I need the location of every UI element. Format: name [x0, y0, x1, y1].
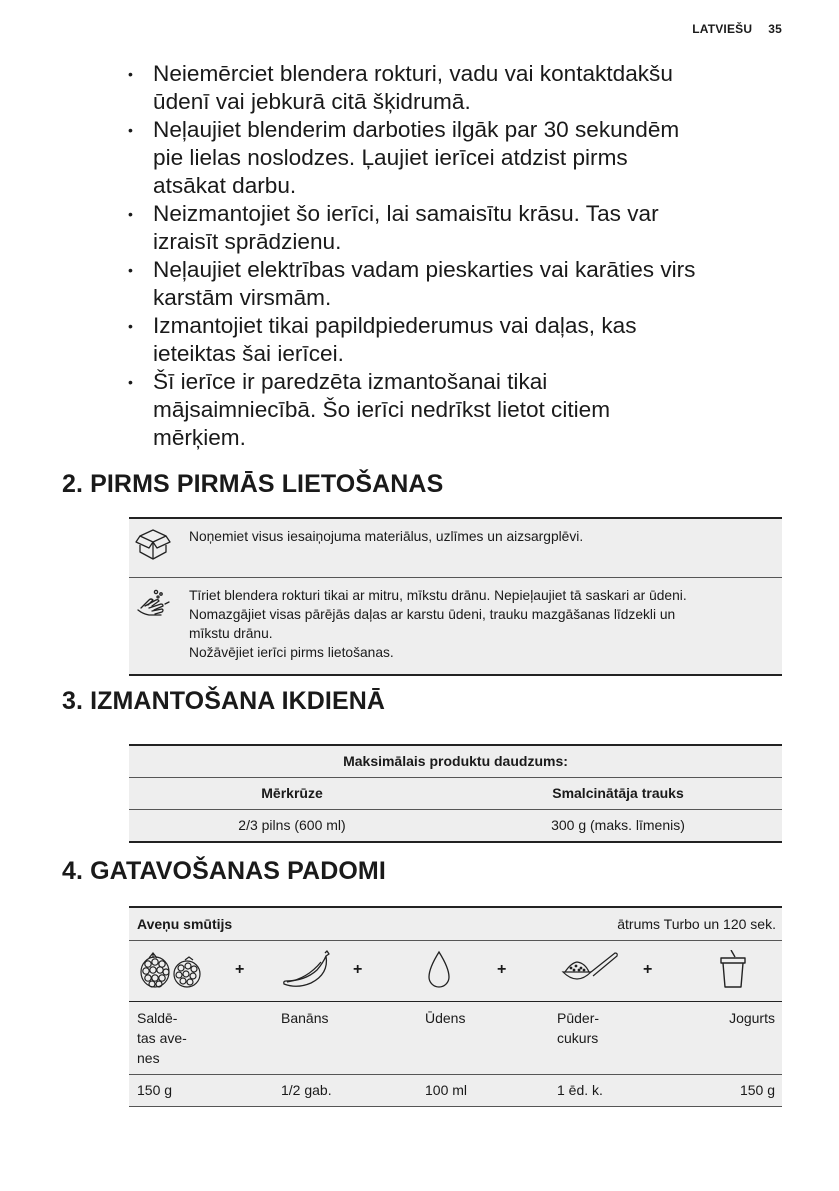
recipe-speed: ātrums Turbo un 120 sek.	[617, 916, 776, 932]
plus-sign: +	[643, 961, 653, 978]
note-unpack	[129, 519, 782, 578]
yogurt-cup-icon	[717, 950, 749, 990]
bullet-item: • Neļaujiet blenderim darboties ilgāk par 30 sekundēm pie lielas noslodzes. Ļaujiet ierīcei atdzist pirms atsākat darbu.	[128, 117, 680, 198]
plus-sign: +	[353, 961, 363, 978]
box-icon	[135, 526, 171, 562]
ingredient-amount: 150 g	[739, 1082, 775, 1098]
ingredient-amount: 1 ēd. k.	[557, 1082, 603, 1098]
bullet-item: • Neiemērciet blendera rokturi, vadu vai kontaktdakšu ūdenī vai jebkurā citā šķidrumā.	[128, 61, 673, 114]
ingredient-amount: 1/2 gab.	[281, 1082, 332, 1098]
recipe-table	[129, 906, 782, 1107]
bullet-item: • Neļaujiet elektrības vadam pieskarties vai karāties virs karstām virsmām.	[128, 257, 696, 310]
before-use-notes	[129, 517, 782, 676]
table-cell: 2/3 pilns (600 ml)	[238, 817, 346, 833]
water-drop-icon	[425, 950, 453, 990]
plus-sign: +	[497, 961, 507, 978]
bullet-dot: •	[128, 66, 133, 82]
bullet-item: • Neizmantojiet šo ierīci, lai samaisītu krāsu. Tas var izraisīt sprādzienu.	[128, 201, 659, 254]
bullet-dot: •	[128, 262, 133, 278]
bullet-dot: •	[128, 122, 133, 138]
banana-icon	[281, 950, 331, 990]
note-cleaning	[129, 578, 782, 674]
safety-bullet-list	[128, 60, 798, 452]
ingredient-name: Saldē- tas ave- nes	[137, 1010, 187, 1066]
recipe-name: Aveņu smūtijs	[137, 916, 233, 932]
sugar-spoon-icon	[561, 950, 619, 990]
ingredient-amount: 150 g	[137, 1082, 173, 1098]
raspberries-icon	[137, 950, 203, 990]
bullet-dot: •	[128, 374, 133, 390]
ingredient-name: Jogurts	[729, 1010, 775, 1026]
recipe-title-row	[129, 908, 782, 941]
ingredient-name-row	[129, 1002, 782, 1075]
page-header	[692, 22, 782, 36]
max-quantity-table	[129, 744, 782, 843]
table-header-cell: Mērkrūze	[261, 785, 323, 801]
bullet-item: • Šī ierīce ir paredzēta izmantošanai tikai mājsaimniecībā. Šo ierīci nedrīkst lietot citiem mērķiem.	[128, 369, 611, 450]
ingredient-name: Ūdens	[425, 1010, 466, 1026]
table-header-cell: Smalcinātāja trauks	[552, 785, 684, 801]
ingredient-amount-row	[129, 1075, 782, 1105]
bullet-dot: •	[128, 206, 133, 222]
page-number: 35	[768, 22, 782, 36]
table-title: Maksimālais produktu daudzums:	[129, 746, 782, 778]
section-heading-daily-use: 3. IZMANTOŠANA IKDIENĀ	[62, 687, 386, 715]
section-heading-cooking-tips: 4. GATAVOŠANAS PADOMI	[62, 857, 386, 885]
section-heading-before-first-use: 2. PIRMS PIRMĀS LIETOŠANAS	[62, 470, 444, 498]
note-text: Noņemiet visus iesaiņojuma materiālus, uzlīmes un aizsargplēvi.	[189, 529, 584, 544]
bullet-item: • Izmantojiet tikai papildpiederumus vai daļas, kas ieteiktas šai ierīcei.	[128, 313, 637, 366]
plus-sign: +	[235, 961, 245, 978]
table-header-row	[129, 778, 782, 810]
header-language: LATVIEŠU	[692, 22, 753, 36]
note-text: Tīriet blendera rokturi tikai ar mitru, mīkstu drānu. Nepieļaujiet tā saskari ar ūdeni. Nomazgājiet visas pārējās daļas ar karstu ūdeni, trauku mazgāšanas līdzekli un mīkstu drānu. Nožāvējiet ierīci pirms lietošanas.	[189, 588, 687, 660]
washing-hand-icon	[135, 588, 171, 624]
table-row	[129, 810, 782, 841]
ingredient-amount: 100 ml	[425, 1082, 468, 1098]
bullet-dot: •	[128, 318, 133, 334]
table-cell: 300 g (maks. līmenis)	[551, 817, 685, 833]
ingredient-name: Banāns	[281, 1010, 329, 1026]
ingredient-icon-row	[129, 941, 782, 1002]
ingredient-name: Pūder- cukurs	[557, 1010, 600, 1046]
